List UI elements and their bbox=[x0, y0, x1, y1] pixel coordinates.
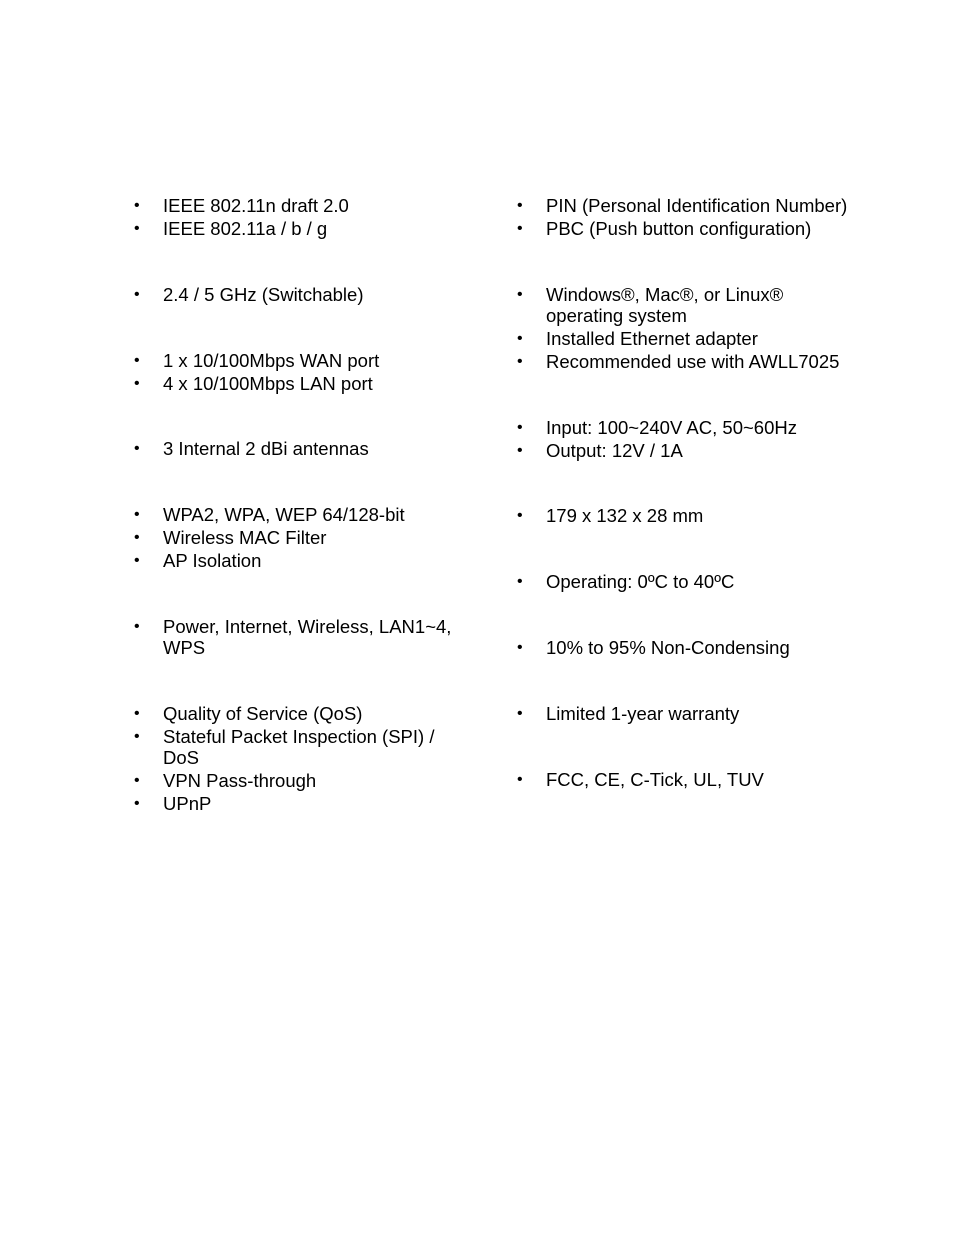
list-item bbox=[134, 550, 464, 571]
list-item bbox=[134, 793, 464, 814]
bullet-icon: • bbox=[517, 573, 523, 590]
list-item bbox=[134, 770, 464, 791]
list-item-text: 2.4 / 5 GHz (Switchable) bbox=[163, 284, 364, 305]
list-item-text: 4 x 10/100Mbps LAN port bbox=[163, 373, 373, 394]
list-item-text: FCC, CE, C-Tick, UL, TUV bbox=[546, 769, 764, 790]
list-item-text: UPnP bbox=[163, 793, 212, 814]
list-item bbox=[517, 284, 806, 326]
list-item bbox=[134, 703, 464, 724]
list-item-text: VPN Pass-through bbox=[163, 770, 317, 791]
list-item bbox=[517, 571, 877, 592]
bullet-icon: • bbox=[134, 795, 140, 812]
list-item-text: IEEE 802.11a / b / g bbox=[163, 218, 328, 239]
list-item-text: 179 x 132 x 28 mm bbox=[546, 505, 704, 526]
bullet-icon: • bbox=[517, 442, 523, 459]
bullet-icon: • bbox=[517, 705, 523, 722]
list-item-text: PBC (Push button configuration) bbox=[546, 218, 812, 239]
list-item-text: Output: 12V / 1A bbox=[546, 440, 683, 461]
list-item bbox=[517, 769, 877, 790]
list-item bbox=[517, 440, 877, 461]
list-item bbox=[517, 195, 877, 216]
bullet-icon: • bbox=[134, 440, 140, 457]
bullet-icon: • bbox=[517, 220, 523, 237]
list-item bbox=[134, 195, 464, 216]
list-item-text: 1 x 10/100Mbps WAN port bbox=[163, 350, 380, 371]
list-item-text: 10% to 95% Non-Condensing bbox=[546, 637, 790, 658]
list-item bbox=[134, 438, 464, 459]
list-item bbox=[134, 504, 464, 525]
list-item-text: PIN (Personal Identification Number) bbox=[546, 195, 848, 216]
bullet-icon: • bbox=[134, 705, 140, 722]
bullet-icon: • bbox=[517, 197, 523, 214]
bullet-icon: • bbox=[517, 507, 523, 524]
list-item-text: WPA2, WPA, WEP 64/128-bit bbox=[163, 504, 405, 525]
bullet-icon: • bbox=[134, 375, 140, 392]
list-item bbox=[517, 637, 877, 658]
bullet-icon: • bbox=[134, 286, 140, 303]
list-item-text: Power, Internet, Wireless, LAN1~4, WPS bbox=[163, 616, 452, 658]
bullet-icon: • bbox=[517, 419, 523, 436]
bullet-icon: • bbox=[517, 639, 523, 656]
bullet-icon: • bbox=[517, 286, 523, 303]
list-item bbox=[517, 417, 877, 438]
bullet-icon: • bbox=[134, 197, 140, 214]
bullet-icon: • bbox=[134, 220, 140, 237]
bullet-icon: • bbox=[134, 618, 140, 635]
list-item-text: Limited 1-year warranty bbox=[546, 703, 740, 724]
list-item-text: Operating: 0ºC to 40ºC bbox=[546, 571, 735, 592]
list-item bbox=[517, 218, 877, 239]
list-item-text: Windows®, Mac®, or Linux® operating system bbox=[546, 284, 784, 326]
list-item-text: AP Isolation bbox=[163, 550, 262, 571]
list-item bbox=[517, 328, 877, 349]
bullet-icon: • bbox=[134, 529, 140, 546]
list-item bbox=[517, 351, 877, 372]
list-item-text: Stateful Packet Inspection (SPI) / DoS bbox=[163, 726, 435, 768]
bullet-icon: • bbox=[517, 330, 523, 347]
bullet-icon: • bbox=[517, 353, 523, 370]
bullet-icon: • bbox=[517, 771, 523, 788]
list-item bbox=[134, 616, 464, 658]
list-item bbox=[134, 726, 464, 768]
bullet-icon: • bbox=[134, 552, 140, 569]
list-item bbox=[134, 284, 464, 305]
list-item-text: Wireless MAC Filter bbox=[163, 527, 327, 548]
list-item-text: Quality of Service (QoS) bbox=[163, 703, 363, 724]
list-item bbox=[517, 505, 877, 526]
list-item bbox=[517, 703, 877, 724]
list-item-text: Installed Ethernet adapter bbox=[546, 328, 758, 349]
list-item bbox=[134, 527, 464, 548]
bullet-icon: • bbox=[134, 506, 140, 523]
bullet-icon: • bbox=[134, 772, 140, 789]
list-item-text: 3 Internal 2 dBi antennas bbox=[163, 438, 369, 459]
list-item-text: Input: 100~240V AC, 50~60Hz bbox=[546, 417, 797, 438]
list-item bbox=[134, 373, 464, 394]
list-item-text: IEEE 802.11n draft 2.0 bbox=[163, 195, 349, 216]
bullet-icon: • bbox=[134, 352, 140, 369]
list-item-text: Recommended use with AWLL7025 bbox=[546, 351, 840, 372]
bullet-icon: • bbox=[134, 728, 140, 745]
list-item bbox=[134, 350, 464, 371]
list-item bbox=[134, 218, 464, 239]
